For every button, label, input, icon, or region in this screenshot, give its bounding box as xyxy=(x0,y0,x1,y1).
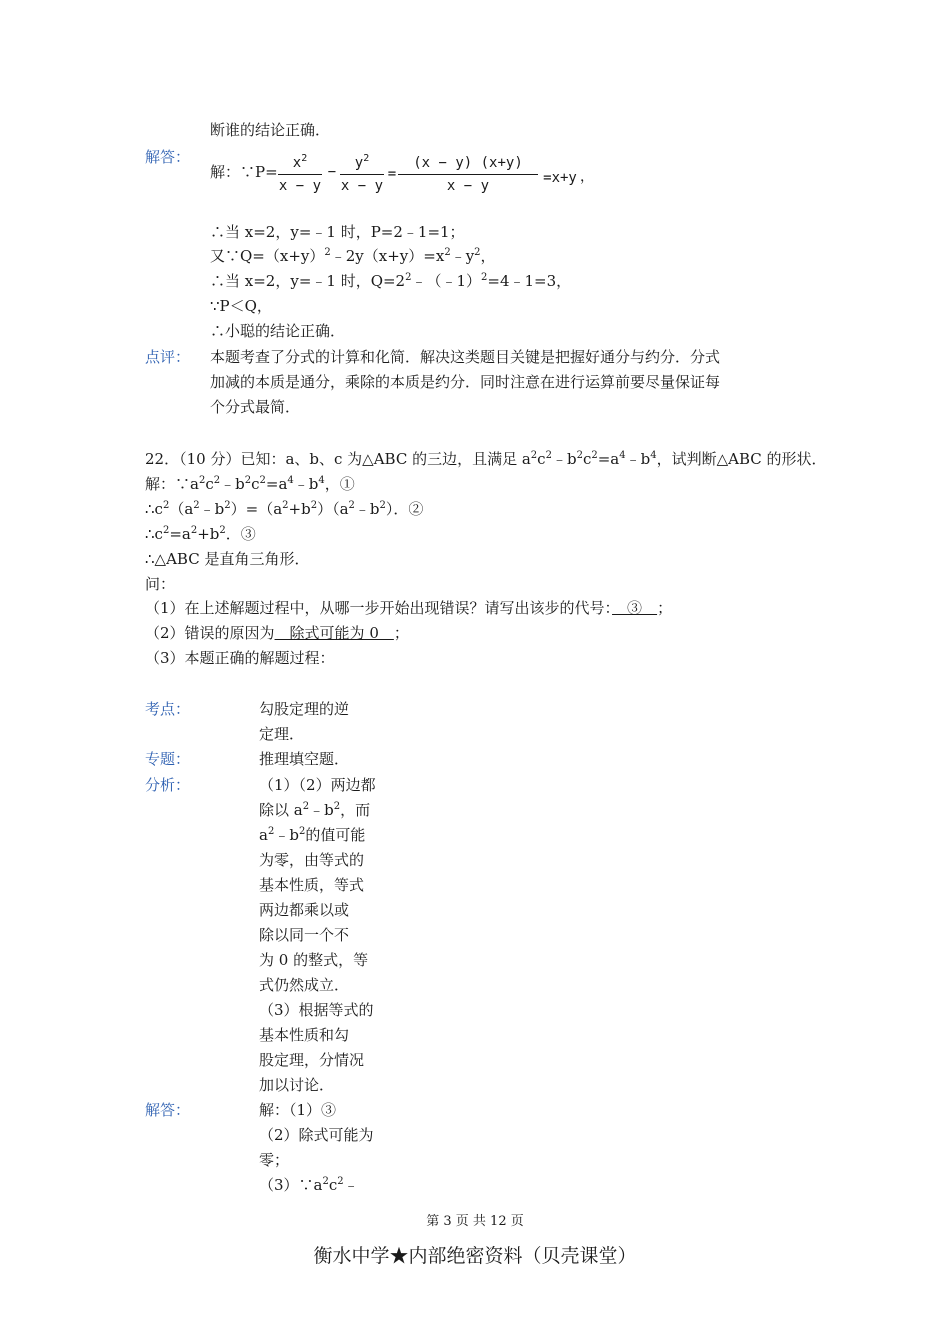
kaodian-line-2: 定理． xyxy=(259,725,305,743)
answer-line-2: 又$\because Q=(x+y)^2﹣2y(x+y)=x^2﹣y^2$， xyxy=(210,247,496,265)
part-2-answer: 除式可能为 0 xyxy=(274,624,394,642)
comma: ， xyxy=(580,169,594,185)
solution-step-3: $\therefore c^2=a^2+b^2$．③ xyxy=(145,525,256,543)
ask-label: 问： xyxy=(145,575,176,593)
answer-line-5: ∴小聪的结论正确． xyxy=(210,322,346,340)
fraction-y2: $y^2$ x − y xyxy=(340,153,384,194)
jieda-line-1: 解：（1）③ xyxy=(259,1101,337,1119)
solution-step-4: ∴△ABC 是直角三角形． xyxy=(145,550,310,568)
comment-line-2: 加减的本质是通分，乘除的本质是约分．同时注意在进行运算前要尽量保证每 xyxy=(210,373,721,391)
solution-step-1: 解：$\because a^2c^2﹣b^2c^2=a^4﹣b^4$，① xyxy=(145,475,355,493)
comment-line-3: 个分式最简． xyxy=(210,398,301,416)
minus-sign: − xyxy=(327,164,337,180)
fraction-equation xyxy=(210,152,630,212)
fenxi-line-13: 加以讨论． xyxy=(259,1076,335,1094)
comment-label: 点评： xyxy=(145,348,191,366)
fenxi-line-2: 除以 $a^2﹣b^2$，而 xyxy=(259,801,371,819)
equals-sign: = xyxy=(387,166,397,182)
fenxi-line-10: （3）根据等式的 xyxy=(259,1001,374,1019)
fenxi-line-8: 为 0 的整式，等 xyxy=(259,951,369,969)
zhuanti-label: 专题： xyxy=(145,750,191,768)
fenxi-line-6: 两边都乘以或 xyxy=(259,901,350,919)
question-22-stem: 22．（10 分）已知：a、b、c 为△ABC 的三边，且满足 $a^2c^2﹣b^2c^2=a^4﹣b^4$，试判断△ABC 的形状． xyxy=(145,450,827,468)
fenxi-line-11: 基本性质和勾 xyxy=(259,1026,350,1044)
fenxi-line-9: 式仍然成立． xyxy=(259,976,350,994)
kaodian-line-1: 勾股定理的逆 xyxy=(259,700,350,718)
fenxi-line-7: 除以同一个不 xyxy=(259,926,350,944)
fenxi-label: 分析： xyxy=(145,776,191,794)
jieda-line-2: （2）除式可能为 xyxy=(259,1126,374,1144)
fenxi-line-1: （1）（2）两边都 xyxy=(259,776,376,794)
kaodian-label: 考点： xyxy=(145,700,191,718)
page-number: 第 3 页 共 12 页 xyxy=(426,1214,524,1229)
answer-line-1: ∴当 x=2，y=﹣1 时，P=2﹣1=1； xyxy=(210,223,465,241)
solution-step-2: $\therefore c^2(a^2﹣b^2)=(a^2+b^2)(a^2﹣b^2)$．② xyxy=(145,500,424,518)
zhuanti-text: 推理填空题． xyxy=(259,750,350,768)
fraction-x2: $x^2$ x − y xyxy=(278,153,322,194)
comment-line-1: 本题考查了分式的计算和化简．解决这类题目关键是把握好通分与约分．分式 xyxy=(210,348,721,366)
part-1-answer: ③ xyxy=(612,599,658,617)
part-3: （3）本题正确的解题过程： xyxy=(145,649,335,667)
answer-label: 解答： xyxy=(145,148,191,166)
answer-intro: 解：∵P= xyxy=(210,163,278,181)
fenxi-line-12: 股定理，分情况 xyxy=(259,1051,365,1069)
jieda-line-3: 零； xyxy=(259,1151,290,1169)
part-1: （1）在上述解题过程中，从哪一步开始出现错误？请写出该步的代号： ③ ； xyxy=(145,599,673,617)
answer-line-3: ∴当 x=2，y=﹣1 时，$Q=2^2﹣(﹣1)^2=4﹣1=3$， xyxy=(210,272,572,290)
fenxi-line-4: 为零，由等式的 xyxy=(259,851,365,869)
jieda-label: 解答： xyxy=(145,1101,191,1119)
footer-school-banner: 衡水中学★内部绝密资料（贝壳课堂） xyxy=(313,1245,637,1267)
fenxi-line-3: $a^2﹣b^2$的值可能 xyxy=(259,826,366,844)
answer-line-4: ∵P＜Q， xyxy=(210,297,272,315)
result-xy: =x+y xyxy=(543,170,577,186)
continued-question-text: 断谁的结论正确． xyxy=(210,121,331,139)
jieda-line-4: $(3)\because a^2c^2﹣$ xyxy=(259,1176,359,1194)
fraction-product: (x − y) (x+y) x − y xyxy=(398,152,538,197)
part-2: （2）错误的原因为 除式可能为 0 ； xyxy=(145,624,409,642)
fenxi-line-5: 基本性质，等式 xyxy=(259,876,365,894)
